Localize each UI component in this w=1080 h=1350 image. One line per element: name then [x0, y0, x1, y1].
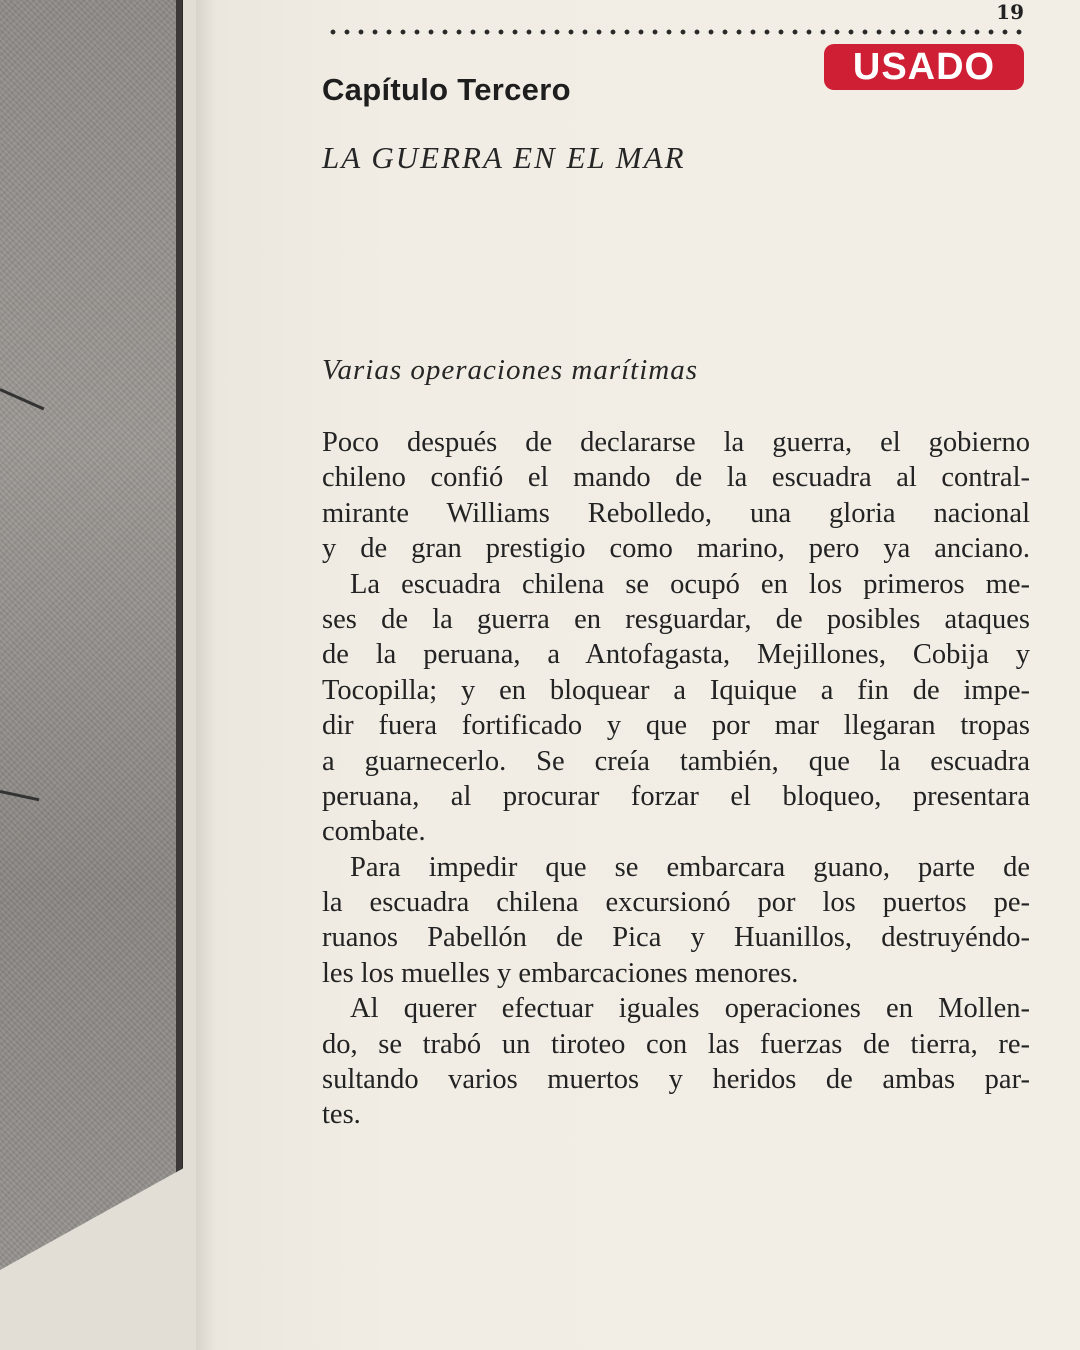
illustration-line [0, 388, 44, 410]
previous-page [0, 0, 198, 1350]
body-line: y de gran prestigio como marino, pero ya anciano. [322, 533, 1030, 565]
body-line: la escuadra chilena excursionó por los puertos pe- [322, 887, 1030, 919]
book-gutter [196, 0, 216, 1350]
used-condition-badge: USADO [824, 44, 1024, 90]
body-line: combate. [322, 816, 426, 848]
body-line: mirante Williams Rebolledo, una gloria nacional [322, 497, 1030, 529]
body-line: chileno confió el mando de la escuadra al contral- [322, 462, 1030, 494]
body-line: La escuadra chilena se ocupó en los primeros me- [350, 568, 1030, 600]
body-line: Para impedir que se embarcara guano, parte de [350, 851, 1030, 883]
halftone-illustration [0, 0, 183, 1270]
body-line: sultando varios muertos y heridos de ambas par- [322, 1064, 1030, 1096]
body-line: de la peruana, a Antofagasta, Mejillones, Cobija y [322, 639, 1030, 671]
body-line: do, se trabó un tiroteo con las fuerzas de tierra, re- [322, 1028, 1030, 1060]
body-line: les los muelles y embarcaciones menores. [322, 957, 799, 989]
dotted-header-rule [326, 28, 1026, 36]
body-line: Al querer efectuar iguales operaciones en Mollen- [350, 993, 1030, 1025]
body-line: tes. [322, 1099, 361, 1131]
body-line: Tocopilla; y en bloquear a Iquique a fin de impe- [322, 674, 1030, 706]
body-line: a guarnecerlo. Se creía también, que la escuadra [322, 745, 1030, 777]
section-heading: Varias operaciones marítimas [322, 354, 698, 386]
chapter-subtitle: LA GUERRA EN EL MAR [322, 140, 686, 175]
body-line: peruana, al procurar forzar el bloqueo, presentara [322, 780, 1030, 812]
page-number: 19 [996, 0, 1024, 24]
chapter-title: Capítulo Tercero [322, 72, 571, 107]
illustration-line [0, 790, 39, 801]
body-line: Poco después de declararse la guerra, el gobierno [322, 427, 1030, 458]
body-text [322, 425, 1030, 1133]
body-line: ruanos Pabellón de Pica y Huanillos, destruyéndo- [322, 922, 1030, 954]
body-line: dir fuera fortificado y que por mar llegaran tropas [322, 710, 1030, 742]
body-line: ses de la guerra en resguardar, de posibles ataques [322, 603, 1030, 635]
